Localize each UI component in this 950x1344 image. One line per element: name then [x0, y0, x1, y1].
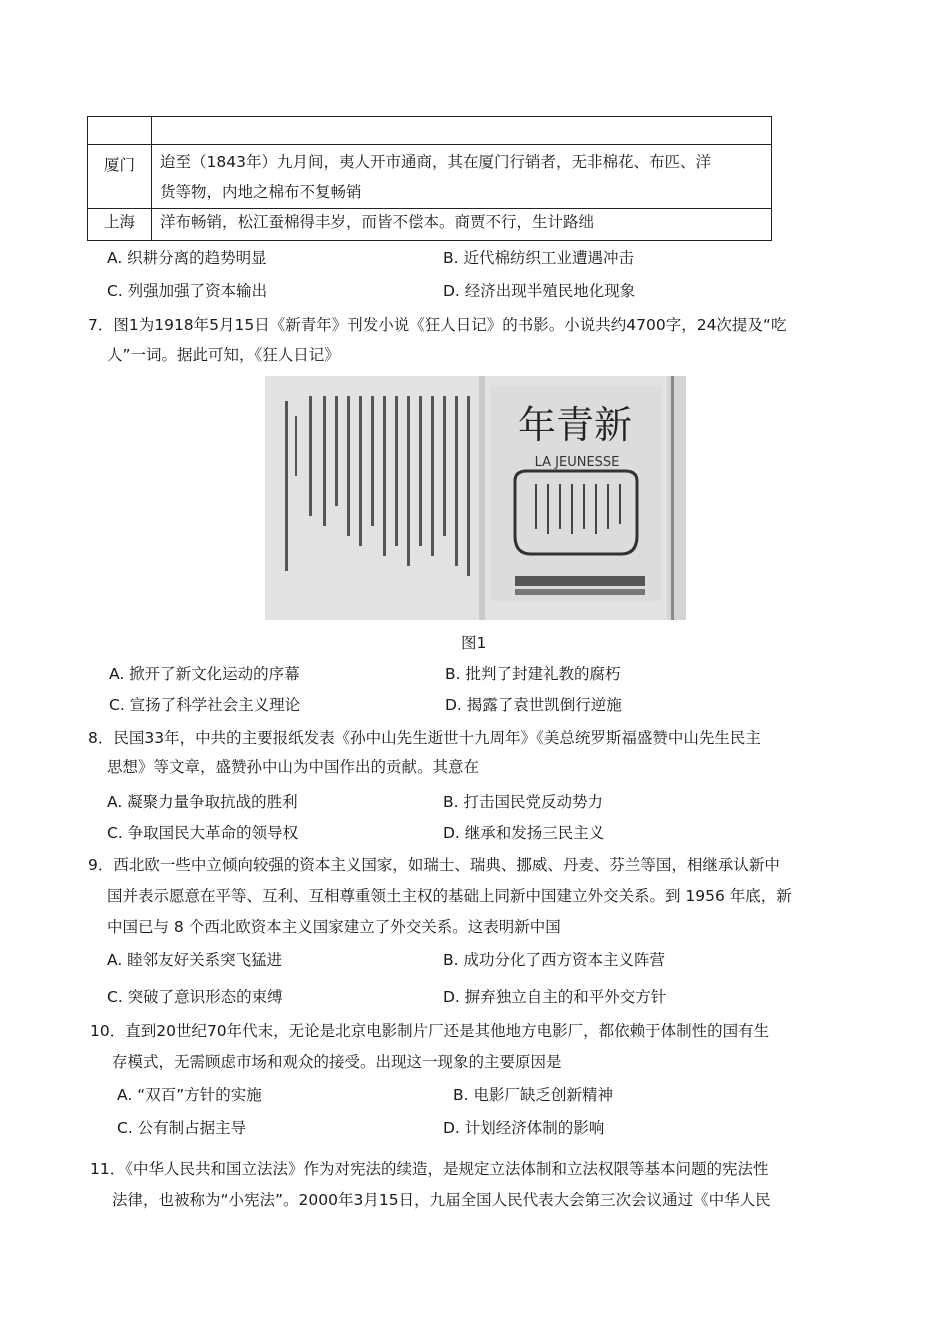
- option-a: A. “双百”方针的实施: [117, 1086, 262, 1104]
- option-c: C. 公有制占据主导: [117, 1119, 247, 1137]
- option-b: B. 批判了封建礼教的腐朽: [445, 665, 621, 683]
- option-c: C. 争取国民大革命的领导权: [107, 824, 299, 842]
- table-cell-city: 上海: [103, 213, 135, 231]
- option-d: D. 继承和发扬三民主义: [443, 824, 605, 842]
- table-header-cell: [88, 117, 151, 144]
- table-cell-line: 洋布畅销，松江蚕棉得丰岁，而皆不偿本。商贾不行，生计路绌: [160, 213, 595, 231]
- question-stem-line: 法律，也被称为“小宪法”。2000年3月15日，九届全国人民代表大会第三次会议通过《中华人民: [112, 1191, 771, 1209]
- question-stem-line: 10．直到20世纪70年代末，无论是北京电影制片厂还是其他地方电影厂，都依赖于体制性的国有生: [90, 1022, 770, 1040]
- option-a: A. 凝聚力量争取抗战的胜利: [107, 793, 298, 811]
- option-d: D. 摒弃独立自主的和平外交方针: [443, 988, 667, 1006]
- table-cell-city: 厦门: [103, 156, 135, 174]
- figure-caption: 图1: [461, 634, 487, 652]
- question-stem-line: 9．西北欧一些中立倾向较强的资本主义国家，如瑞士、瑞典、挪威、丹麦、芬兰等国，相继承认新中: [88, 856, 780, 874]
- option-a: A. 织耕分离的趋势明显: [107, 249, 267, 267]
- option-b: B. 电影厂缺乏创新精神: [453, 1086, 613, 1104]
- option-b: B. 近代棉纺织工业遭遇冲击: [443, 249, 634, 267]
- material-table: [87, 116, 772, 241]
- option-d: D. 经济出现半殖民地化现象: [443, 282, 636, 300]
- question-stem-line: 7．图1为1918年5月15日《新青年》刊发小说《狂人日记》的书影。小说共约4700字，24次提及“吃: [88, 316, 787, 334]
- option-d: D. 计划经济体制的影响: [443, 1119, 605, 1137]
- question-stem-line: 8．民国33年，中共的主要报纸发表《孙中山先生逝世十九周年》《美总统罗斯福盛赞中山先生民主: [88, 729, 761, 747]
- table-row-divider: [88, 144, 771, 145]
- question-stem-line: 国并表示愿意在平等、互利、互相尊重领土主权的基础上同新中国建立外交关系。到 1956 年底，新: [107, 887, 792, 905]
- table-cell-text: [160, 207, 765, 237]
- question-stem-line: 11．《中华人民共和国立法法》作为对宪法的续造，是规定立法体制和立法权限等基本问题的宪法性: [90, 1160, 769, 1178]
- option-d: D. 揭露了袁世凯倒行逆施: [445, 696, 622, 714]
- option-a: A. 睦邻友好关系突飞猛进: [107, 951, 283, 969]
- table-column-divider: [151, 117, 152, 240]
- table-cell-text: [160, 147, 765, 207]
- question-stem-line: 思想》等文章，盛赞孙中山为中国作出的贡献。其意在: [107, 758, 480, 776]
- option-b: B. 打击国民党反动势力: [443, 793, 603, 811]
- option-c: C. 突破了意识形态的束缚: [107, 988, 283, 1006]
- option-c: C. 列强加强了资本输出: [107, 282, 268, 300]
- cover-subtitle: LA JEUNESSE: [534, 455, 620, 470]
- question-stem-line: 人”一词。据此可知，《狂人日记》: [107, 346, 340, 364]
- magazine-photo: [265, 376, 686, 620]
- cover-title: 年青新: [517, 403, 633, 447]
- table-cell-line: 货等物，内地之棉布不复畅销: [160, 183, 362, 201]
- option-c: C. 宣扬了科学社会主义理论: [109, 696, 301, 714]
- question-stem-line: 中国已与 8 个西北欧资本主义国家建立了外交关系。这表明新中国: [107, 918, 561, 936]
- option-b: B. 成功分化了西方资本主义阵营: [443, 951, 665, 969]
- table-header-cell: [160, 117, 765, 144]
- magazine-photo-illustration: [265, 376, 686, 620]
- option-a: A. 掀开了新文化运动的序幕: [109, 665, 300, 683]
- table-cell-line: 迨至（1843年）九月间，夷人开市通商，其在厦门行销者，无非棉花、布匹、洋: [160, 153, 711, 171]
- question-stem-line: 存模式，无需顾虑市场和观众的接受。出现这一现象的主要原因是: [112, 1053, 562, 1071]
